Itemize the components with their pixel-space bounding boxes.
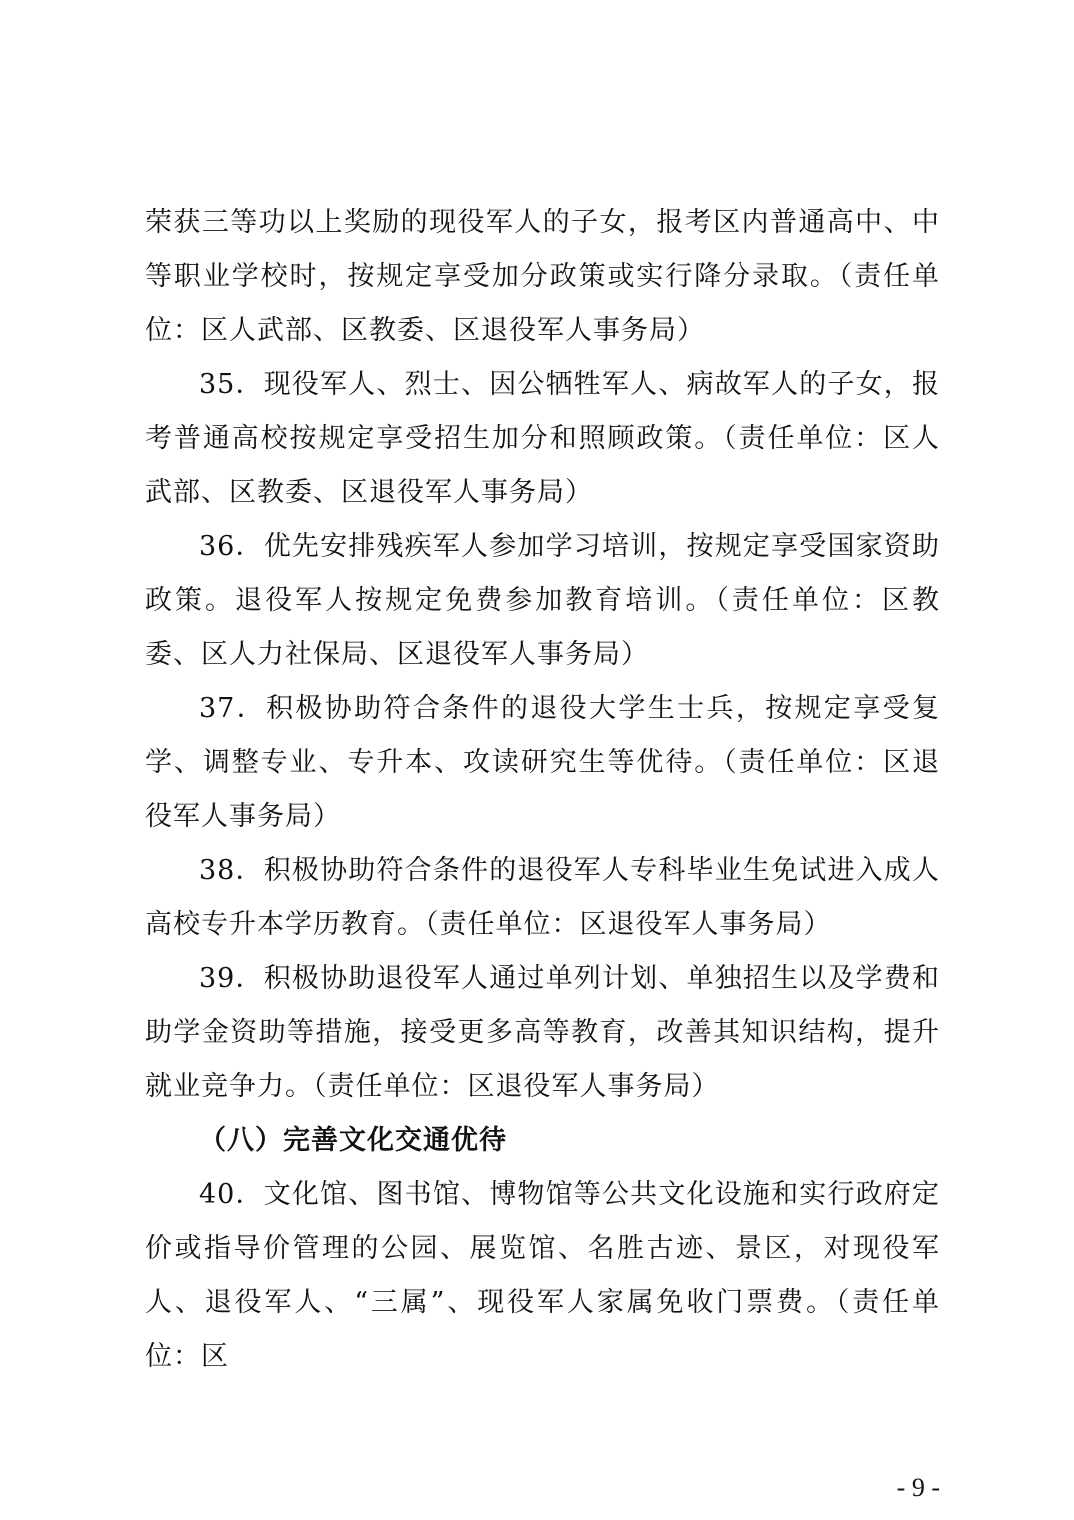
page-number: - 9 - — [896, 1473, 940, 1502]
paragraph-continued: 荣获三等功以上奖励的现役军人的子女，报考区内普通高中、中等职业学校时，按规定享受加分政策或实行降分录取。（责任单位：区人武部、区教委、区退役军人事务局） — [145, 207, 940, 346]
document-body — [145, 196, 940, 1384]
paragraph-37: 37．积极协助符合条件的退役大学生士兵，按规定享受复学、调整专业、专升本、攻读研究生等优待。（责任单位：区退役军人事务局） — [145, 693, 940, 832]
paragraph-36: 36．优先安排残疾军人参加学习培训，按规定享受国家资助政策。退役军人按规定免费参加教育培训。（责任单位：区教委、区人力社保局、区退役军人事务局） — [145, 531, 940, 670]
paragraph-40: 40．文化馆、图书馆、博物馆等公共文化设施和实行政府定价或指导价管理的公园、展览馆、名胜古迹、景区，对现役军人、退役军人、“三属”、现役军人家属免收门票费。（责任单位：区 — [145, 1179, 940, 1372]
section-heading: （八）完善文化交通优待 — [199, 1125, 507, 1156]
paragraph-39: 39．积极协助退役军人通过单列计划、单独招生以及学费和助学金资助等措施，接受更多高等教育，改善其知识结构，提升就业竞争力。（责任单位：区退役军人事务局） — [145, 963, 940, 1102]
paragraph-35: 35．现役军人、烈士、因公牺牲军人、病故军人的子女，报考普通高校按规定享受招生加分和照顾政策。（责任单位：区人武部、区教委、区退役军人事务局） — [145, 369, 940, 508]
paragraph-38: 38．积极协助符合条件的退役军人专科毕业生免试进入成人高校专升本学历教育。（责任单位：区退役军人事务局） — [145, 855, 940, 940]
